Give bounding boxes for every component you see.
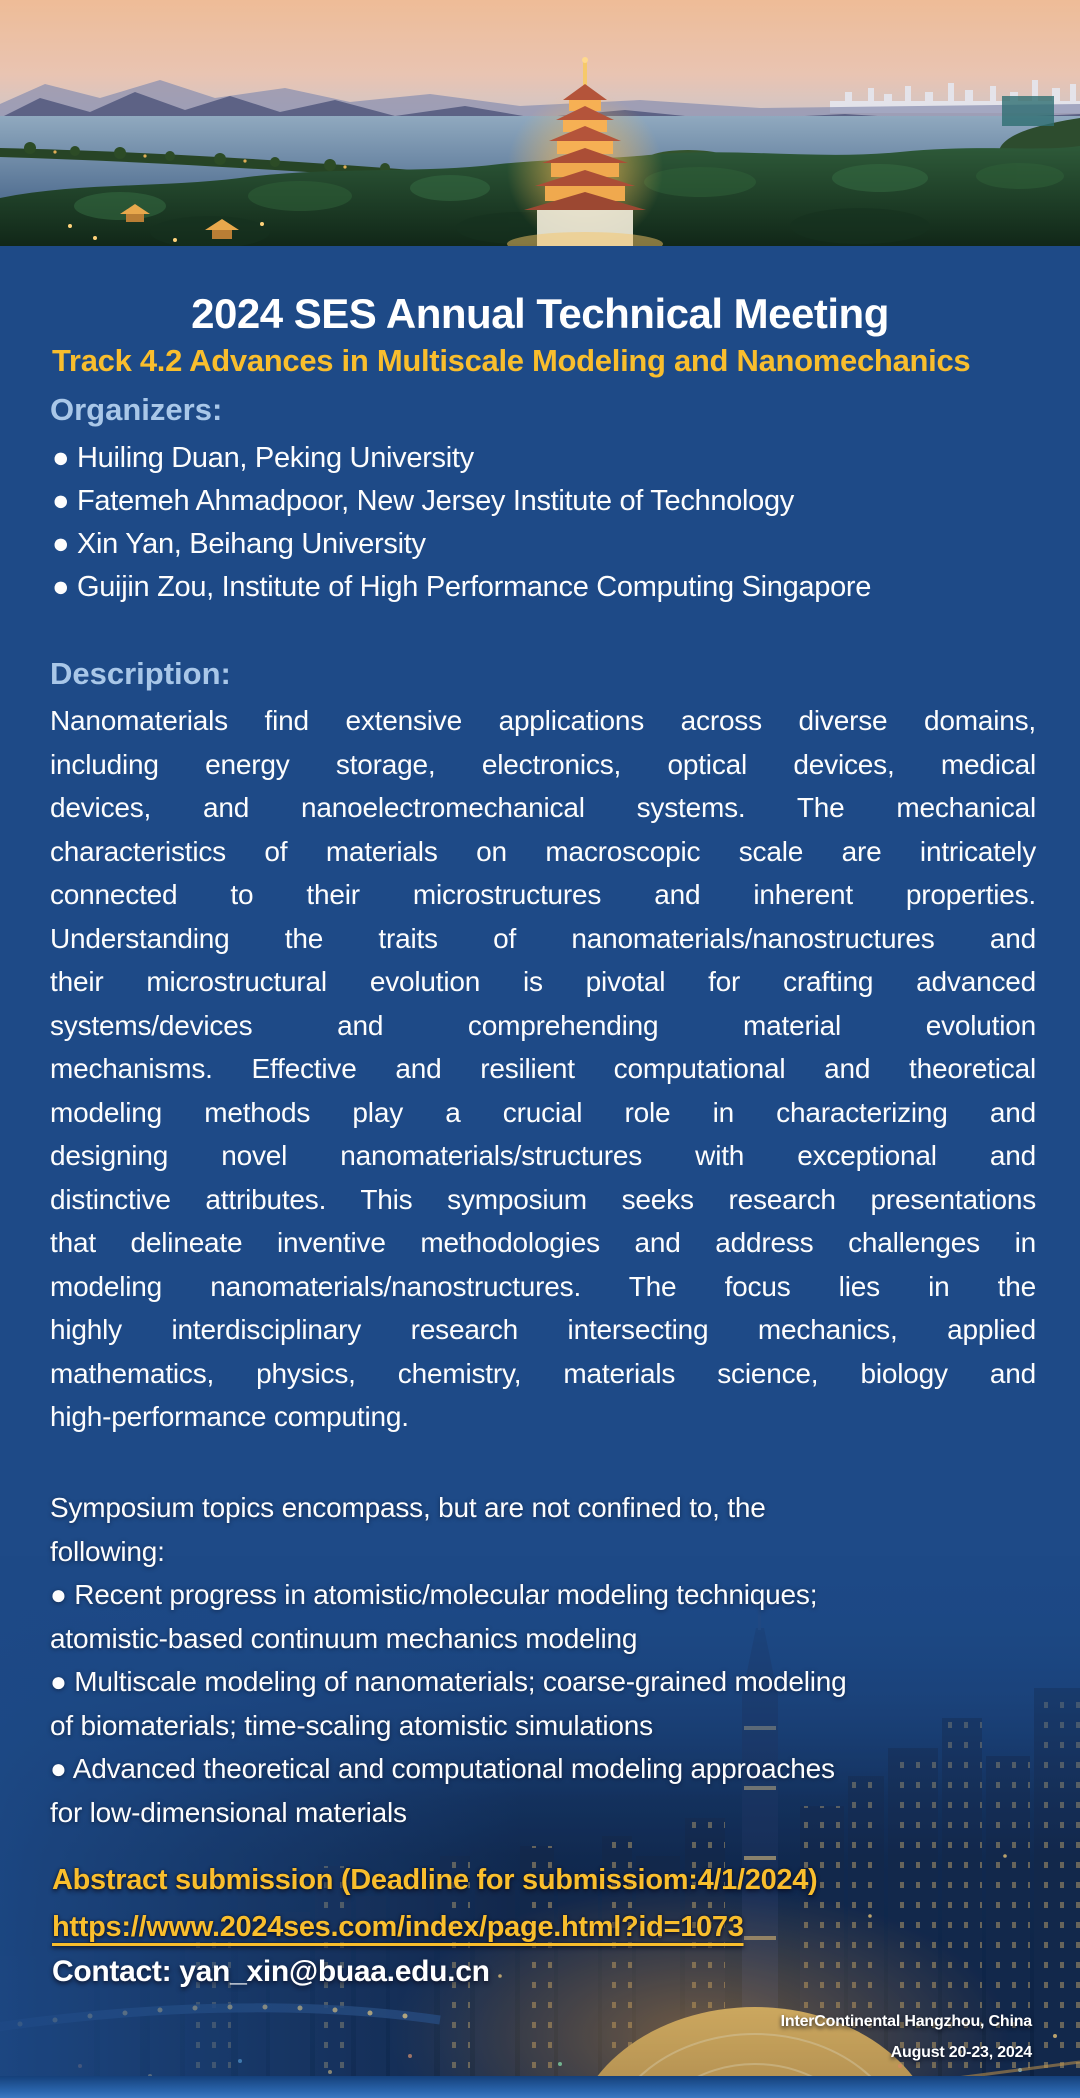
contact-line: Contact: yan_xin@buaa.edu.cn bbox=[52, 1955, 490, 1988]
topics-line: of biomaterials; time-scaling atomistic simulations bbox=[50, 1709, 653, 1741]
organizer-item: ● Guijin Zou, Institute of High Performance Computing Singapore bbox=[52, 571, 872, 603]
topics-line: ● Advanced theoretical and computational modeling approaches bbox=[50, 1753, 835, 1784]
description-text bbox=[50, 699, 1036, 1439]
description-line: modeling methods play a crucial role in characterizing and bbox=[50, 1096, 1036, 1128]
description-line: high-performance computing. bbox=[50, 1401, 409, 1432]
description-line: devices, and nanoelectromechanical systems. The mechanical bbox=[50, 792, 1036, 823]
description-line: connected to their microstructures and inherent properties. bbox=[50, 879, 1036, 910]
topics-line: Symposium topics encompass, but are not confined to, the bbox=[50, 1492, 766, 1523]
topics-line: for low-dimensional materials bbox=[50, 1796, 407, 1828]
page-title: 2024 SES Annual Technical Meeting bbox=[191, 290, 889, 338]
description-line: highly interdisciplinary research intersecting mechanics, applied bbox=[50, 1314, 1036, 1345]
bottom-border-band bbox=[0, 2076, 1080, 2098]
description-line: including energy storage, electronics, optical devices, medical bbox=[50, 748, 1036, 780]
organizers-heading: Organizers: bbox=[50, 392, 223, 427]
description-line: distinctive attributes. This symposium seeks research presentations bbox=[50, 1183, 1036, 1215]
organizer-item: ● Huiling Duan, Peking University bbox=[52, 442, 474, 474]
topics-text bbox=[50, 1486, 1040, 1834]
venue-block bbox=[781, 2013, 1032, 2062]
description-line: characteristics of materials on macroscopic scale are intricately bbox=[50, 835, 1036, 867]
dates-line: August 20-23, 2024 bbox=[890, 2044, 1032, 2061]
description-line: Understanding the traits of nanomaterials/nanostructures and bbox=[50, 922, 1036, 954]
description-line: mechanisms. Effective and resilient computational and theoretical bbox=[50, 1053, 1036, 1084]
description-line: their microstructural evolution is pivotal for crafting advanced bbox=[50, 966, 1036, 997]
topics-line: following: bbox=[50, 1535, 165, 1567]
description-line: designing novel nanomaterials/structures with exceptional and bbox=[50, 1140, 1036, 1171]
description-line: Nanomaterials find extensive applications across diverse domains, bbox=[50, 705, 1036, 736]
track-title: Track 4.2 Advances in Multiscale Modeling and Nanomechanics bbox=[52, 343, 971, 378]
description-line: that delineate inventive methodologies and address challenges in bbox=[50, 1227, 1036, 1258]
organizer-item: ● Fatemeh Ahmadpoor, New Jersey Institute of Technology bbox=[52, 485, 795, 517]
abstract-deadline-line: Abstract submission (Deadline for submissiom:4/1/2024) bbox=[52, 1864, 818, 1896]
venue-line: InterContinental Hangzhou, China bbox=[780, 2013, 1032, 2030]
description-line: systems/devices and comprehending material evolution bbox=[50, 1009, 1036, 1041]
description-line: mathematics, physics, chemistry, materials science, biology and bbox=[50, 1357, 1036, 1389]
submission-url-link[interactable]: https://www.2024ses.com/index/page.html?id=1073 bbox=[52, 1911, 744, 1943]
topics-line: ● Recent progress in atomistic/molecular modeling techniques; bbox=[50, 1579, 818, 1610]
description-line: modeling nanomaterials/nanostructures. The focus lies in the bbox=[50, 1270, 1036, 1302]
description-heading: Description: bbox=[50, 656, 231, 691]
topics-line: ● Multiscale modeling of nanomaterials; coarse-grained modeling bbox=[50, 1666, 847, 1697]
organizer-item: ● Xin Yan, Beihang University bbox=[52, 528, 426, 560]
submission-block bbox=[52, 1857, 1042, 1951]
topics-line: atomistic-based continuum mechanics modeling bbox=[50, 1622, 638, 1654]
organizers-list bbox=[52, 437, 1042, 609]
